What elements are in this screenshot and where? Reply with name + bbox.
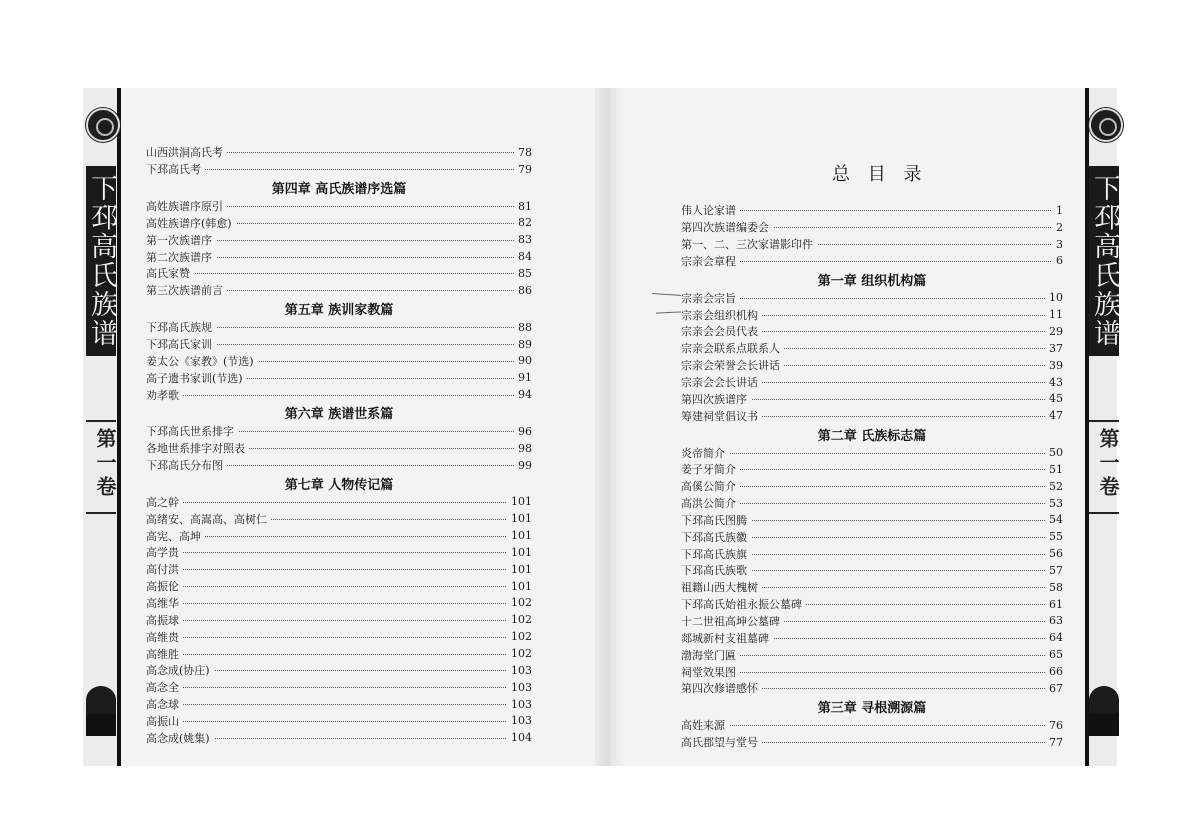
spine-title-box (1089, 166, 1119, 356)
toc-entry-title: 第四次族谱序 (681, 391, 751, 407)
toc-entry-page: 55 (1045, 530, 1063, 543)
spine-title: 下邳高氏族谱 (86, 174, 117, 348)
toc-entry (681, 545, 1063, 562)
toc-entry-page: 103 (507, 698, 532, 711)
toc-entry (681, 253, 1063, 270)
toc-entry-title: 高氏家赞 (146, 265, 194, 281)
toc-entry (681, 407, 1063, 424)
toc-heading: 总 目 录 (832, 164, 928, 185)
toc-entry (146, 248, 532, 265)
toc-entry-title: 高维胜 (146, 646, 183, 662)
toc-entry-title: 高振伦 (146, 578, 183, 594)
spine-title: 下邳高氏族谱 (1089, 174, 1120, 348)
toc-entry-page: 101 (507, 512, 532, 525)
toc-entry-page: 37 (1045, 342, 1063, 355)
chapter-heading: 第五章 族训家教篇 (284, 303, 394, 319)
toc-entry (146, 336, 532, 353)
ornament-base (1089, 714, 1119, 736)
toc-entry-title: 高振山 (146, 713, 183, 729)
toc-entry (146, 712, 532, 729)
toc-entry-title: 高宪、高坤 (146, 528, 205, 544)
toc-entry-title: 高傒公简介 (681, 478, 740, 494)
volume-label: 第一卷 (93, 428, 117, 500)
toc-entry-title: 下邳高氏族规 (146, 319, 216, 335)
toc-entry-title: 高学贵 (146, 544, 183, 560)
ornament-icon (86, 686, 116, 714)
spine-title-box (86, 166, 116, 356)
toc-entry-title: 下邳高氏族旗 (681, 546, 751, 562)
toc-entry-page: 91 (514, 371, 532, 384)
chapter-heading: 第六章 族谱世系篇 (284, 407, 394, 423)
toc-entry-page: 101 (507, 529, 532, 542)
toc-entry (146, 611, 532, 628)
toc-entry (146, 696, 532, 713)
toc-entry-page: 90 (514, 354, 532, 367)
toc-entry-page: 3 (1052, 238, 1063, 251)
toc-entry-page: 85 (514, 267, 532, 280)
toc-entry-page: 79 (514, 163, 532, 176)
toc-entry-page: 102 (507, 613, 532, 626)
toc-entry (146, 282, 532, 299)
toc-entry (681, 613, 1063, 630)
toc-entry-title: 下邳高氏考 (146, 161, 205, 177)
toc-entry (681, 202, 1063, 219)
toc-entry-page: 51 (1045, 463, 1063, 476)
toc-entry-title: 十二世祖高坤公墓碑 (681, 613, 784, 629)
toc-entry-title: 高氏郡望与堂号 (681, 734, 762, 750)
toc-entry (681, 444, 1063, 461)
left-page (83, 88, 610, 766)
toc-entry-page: 11 (1045, 308, 1063, 321)
toc-entry (681, 236, 1063, 253)
toc-entry (681, 340, 1063, 357)
chapter-heading: 第一章 组织机构篇 (817, 273, 927, 289)
toc-entry-page: 102 (507, 596, 532, 609)
toc-entry-title: 高姓族谱序(韩愈) (146, 215, 236, 231)
toc-entry (146, 265, 532, 282)
toc-entry-page: 101 (507, 546, 532, 559)
toc-entry-page: 50 (1045, 446, 1063, 459)
toc-entry (146, 215, 532, 232)
toc-entry-title: 第一、二、三次家谱影印件 (681, 236, 817, 252)
toc-entry-page: 58 (1045, 581, 1063, 594)
volume-label: 第一卷 (1096, 428, 1120, 500)
toc-entry (146, 440, 532, 457)
clan-emblem-icon (86, 108, 120, 142)
toc-entry (681, 528, 1063, 545)
toc-entry-page: 102 (507, 630, 532, 643)
toc-entry-page: 43 (1045, 376, 1063, 389)
toc-entry-title: 第四次修谱感怀 (681, 680, 762, 696)
toc-entry-title: 祖籍山西大槐树 (681, 579, 762, 595)
pen-mark (656, 311, 682, 313)
toc-entry-title: 高之幹 (146, 494, 183, 510)
toc-entry-title: 郯城新村支祖墓碑 (681, 630, 773, 646)
toc-entry (146, 231, 532, 248)
chapter-heading: 第三章 寻根溯源篇 (817, 701, 927, 717)
toc-entry-title: 第四次族谱编委会 (681, 219, 773, 235)
toc-entry (681, 562, 1063, 579)
toc-entry-page: 67 (1045, 682, 1063, 695)
chapter-heading: 第四章 高氏族谱序选篇 (271, 182, 407, 198)
toc-entry (146, 527, 532, 544)
toc-entry-page: 6 (1052, 254, 1063, 267)
toc-entry-title: 伟人论家谱 (681, 202, 740, 218)
toc-entry (146, 494, 532, 511)
toc-entry-title: 高姓来源 (681, 717, 729, 733)
toc-entry-page: 39 (1045, 359, 1063, 372)
toc-entry (146, 352, 532, 369)
toc-entry (681, 680, 1063, 697)
toc-entry-page: 64 (1045, 631, 1063, 644)
ornament-icon (1089, 686, 1119, 714)
toc-entry-page: 88 (514, 321, 532, 334)
book-spread (83, 88, 1120, 766)
toc-entry (146, 544, 532, 561)
toc-entry-page: 63 (1045, 614, 1063, 627)
toc-entry-title: 高念全 (146, 679, 183, 695)
toc-entry-page: 57 (1045, 564, 1063, 577)
toc-entry-page: 56 (1045, 547, 1063, 560)
toc-entry-title: 宗亲会联系点联系人 (681, 340, 784, 356)
left-page-spine-band (83, 88, 121, 766)
toc-entry-page: 29 (1045, 325, 1063, 338)
toc-entry-title: 高念成(姚集) (146, 730, 214, 746)
toc-entry-page: 94 (514, 388, 532, 401)
toc-entry-title: 下邳高氏世系排字 (146, 423, 238, 439)
toc-entry (681, 512, 1063, 529)
toc-entry (146, 595, 532, 612)
toc-entry (146, 198, 532, 215)
toc-entry (146, 369, 532, 386)
left-toc (146, 144, 532, 746)
toc-entry-page: 45 (1045, 392, 1063, 405)
toc-entry-page: 1 (1052, 204, 1063, 217)
toc-entry-title: 高振球 (146, 612, 183, 628)
toc-entry-page: 103 (507, 664, 532, 677)
toc-entry-page: 103 (507, 681, 532, 694)
toc-entry-title: 宗亲会章程 (681, 253, 740, 269)
toc-entry-page: 53 (1045, 497, 1063, 510)
toc-entry-title: 第一次族谱序 (146, 232, 216, 248)
toc-entry (146, 144, 532, 161)
toc-entry-title: 下邳高氏始祖永振公墓碑 (681, 596, 806, 612)
toc-entry-page: 84 (514, 250, 532, 263)
spine-rule (117, 88, 121, 766)
toc-entry-page: 104 (507, 731, 532, 744)
toc-entry-page: 82 (514, 216, 532, 229)
toc-entry (681, 219, 1063, 236)
toc-entry-page: 101 (507, 580, 532, 593)
toc-entry-page: 99 (514, 459, 532, 472)
chapter-heading: 第二章 氏族标志篇 (817, 428, 927, 444)
toc-entry (681, 390, 1063, 407)
toc-entry (146, 457, 532, 474)
toc-entry (146, 561, 532, 578)
toc-entry (681, 495, 1063, 512)
toc-entry (146, 423, 532, 440)
toc-entry (681, 478, 1063, 495)
toc-entry (146, 510, 532, 527)
toc-entry-title: 祠堂效果图 (681, 664, 740, 680)
toc-entry (146, 679, 532, 696)
toc-entry-title: 高姓族谱序原引 (146, 198, 227, 214)
toc-entry (681, 289, 1063, 306)
toc-entry-page: 61 (1045, 598, 1063, 611)
toc-entry-page: 101 (507, 495, 532, 508)
toc-entry (681, 374, 1063, 391)
clan-emblem-icon (1089, 108, 1123, 142)
toc-entry (146, 319, 532, 336)
toc-entry (681, 323, 1063, 340)
toc-entry-page: 78 (514, 146, 532, 159)
toc-entry-title: 高子遗书家训(节选) (146, 370, 247, 386)
toc-entry-title: 炎帝简介 (681, 445, 729, 461)
toc-entry-title: 宗亲会会员代表 (681, 323, 762, 339)
toc-entry-title: 高付洪 (146, 561, 183, 577)
toc-entry (146, 729, 532, 746)
toc-entry-title: 高维华 (146, 595, 183, 611)
toc-entry-title: 高绪安、高嵩高、高树仁 (146, 511, 271, 527)
toc-entry-page: 2 (1052, 221, 1063, 234)
toc-entry-page: 66 (1045, 665, 1063, 678)
toc-entry-title: 高洪公简介 (681, 495, 740, 511)
toc-entry-title: 筹建祠堂倡议书 (681, 408, 762, 424)
toc-entry (146, 628, 532, 645)
toc-entry-title: 高念球 (146, 696, 183, 712)
toc-entry (681, 717, 1063, 734)
pen-mark (652, 293, 682, 296)
toc-entry (681, 646, 1063, 663)
toc-entry-page: 101 (507, 563, 532, 576)
toc-entry-page: 52 (1045, 480, 1063, 493)
toc-entry-page: 54 (1045, 513, 1063, 526)
toc-entry (146, 386, 532, 403)
toc-entry-title: 山西洪洞高氏考 (146, 144, 227, 160)
right-page (610, 88, 1120, 766)
toc-entry-title: 下邳高氏族徽 (681, 529, 751, 545)
toc-entry-title: 高维贵 (146, 629, 183, 645)
toc-entry-title: 宗亲会荣誉会长讲话 (681, 357, 784, 373)
toc-entry-page: 96 (514, 425, 532, 438)
toc-entry-title: 宗亲会会长讲话 (681, 374, 762, 390)
toc-entry (681, 357, 1063, 374)
toc-entry (681, 579, 1063, 596)
toc-entry-title: 第三次族谱前言 (146, 282, 227, 298)
toc-entry-title: 渤海堂门匾 (681, 647, 740, 663)
toc-entry-title: 下邳高氏图腾 (681, 512, 751, 528)
toc-entry-page: 103 (507, 714, 532, 727)
toc-entry (681, 461, 1063, 478)
toc-entry-page: 76 (1045, 719, 1063, 732)
toc-entry-page: 89 (514, 338, 532, 351)
toc-entry-page: 77 (1045, 736, 1063, 749)
toc-entry-title: 高念成(协庄) (146, 662, 214, 678)
right-page-spine-band (1085, 88, 1120, 766)
toc-entry (681, 734, 1063, 751)
toc-entry-title: 宗亲会宗旨 (681, 290, 740, 306)
toc-entry-title: 姜太公《家教》(节选) (146, 353, 258, 369)
toc-entry-title: 劝孝歌 (146, 387, 183, 403)
toc-entry-title: 下邳高氏族歌 (681, 562, 751, 578)
toc-entry (146, 662, 532, 679)
toc-entry-page: 65 (1045, 648, 1063, 661)
toc-entry-page: 86 (514, 284, 532, 297)
toc-entry-page: 47 (1045, 409, 1063, 422)
toc-entry (681, 596, 1063, 613)
toc-entry (146, 161, 532, 178)
toc-entry (681, 663, 1063, 680)
toc-entry-title: 姜子牙简介 (681, 461, 740, 477)
toc-entry-page: 81 (514, 200, 532, 213)
toc-entry-title: 下邳高氏分布图 (146, 457, 227, 473)
toc-entry-page: 98 (514, 442, 532, 455)
chapter-heading: 第七章 人物传记篇 (284, 478, 394, 493)
toc-entry (146, 645, 532, 662)
toc-entry (681, 306, 1063, 323)
toc-entry-title: 宗亲会组织机构 (681, 307, 762, 323)
toc-entry (146, 578, 532, 595)
right-toc (681, 202, 1063, 750)
ornament-base (86, 714, 116, 736)
toc-entry (681, 629, 1063, 646)
toc-entry-page: 10 (1045, 291, 1063, 304)
toc-entry-title: 第二次族谱序 (146, 249, 216, 265)
toc-entry-page: 83 (514, 233, 532, 246)
toc-entry-title: 各地世系排字对照表 (146, 440, 249, 456)
toc-entry-page: 102 (507, 647, 532, 660)
toc-entry-title: 下邳高氏家训 (146, 336, 216, 352)
